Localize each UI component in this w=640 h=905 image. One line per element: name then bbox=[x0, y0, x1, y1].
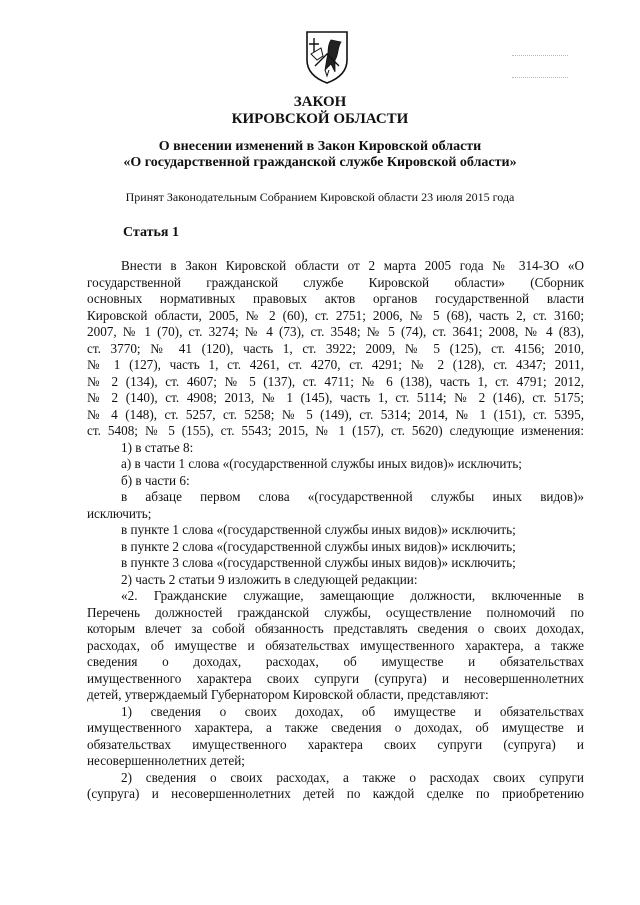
text-line: расходах, об имуществе и обязательствах имущественного характера, а также bbox=[87, 637, 584, 653]
subitem-1 bbox=[87, 704, 584, 770]
text-line: исключить; bbox=[87, 505, 152, 521]
text-line: ст. 5408; № 5 (155), ст. 5543; 2015, № 1 (157), ст. 5620) следующие изменения: bbox=[87, 423, 584, 438]
intro-paragraph bbox=[87, 258, 584, 440]
text-line: детей, утверждаемый Губернатором Кировской области, представляют: bbox=[87, 687, 489, 702]
text-line: ст. 3770; № 41 (120), часть 1, ст. 3922; 2009, № 5 (125), ст. 4156; 2010, bbox=[87, 340, 584, 356]
text-line: 2) сведения о своих расходах, а также о расходах своих супруги bbox=[121, 769, 584, 785]
text-line: Перечень должностей гражданской службы, осуществление полномочий по bbox=[87, 604, 584, 620]
list-item: б) в части 6: bbox=[121, 472, 190, 488]
text-line: сведения о доходах, расходах, об имуществе и обязательствах bbox=[87, 654, 584, 669]
text-line: № 2 (140), ст. 4908; 2013, № 1 (145), часть 1, ст. 5114; № 2 (146), ст. 5175; bbox=[87, 390, 584, 405]
text-line: 1) сведения о своих доходах, об имуществе и обязательствах bbox=[121, 703, 584, 719]
text-line: основных нормативных правовых актов органов государственной власти bbox=[87, 291, 584, 306]
text-line: № 2 (134), ст. 4607; № 5 (137), ст. 4711; № 6 (138), часть 1, ст. 4791; 2012, bbox=[87, 373, 584, 389]
text-line: обязательствах имущественного характера своих супруги (супруга) и bbox=[87, 736, 584, 752]
text-line: несовершеннолетних детей; bbox=[87, 753, 245, 768]
list-item: в пункте 3 слова «(государственной службы иных видов)» исключить; bbox=[121, 555, 516, 570]
law-subtitle-line2: «О государственной гражданской службе Кировской области» bbox=[123, 155, 517, 170]
text-line: имущественного характера своих супруги (супруга) и несовершеннолетних bbox=[87, 670, 584, 686]
article-body bbox=[87, 258, 584, 803]
quoted-part bbox=[87, 588, 584, 704]
text-line: государственной гражданской службе Кировской области» (Сборник bbox=[87, 274, 584, 290]
text-line: 2007, № 1 (70), ст. 3274; № 4 (73), ст. 3548; № 5 (74), ст. 3641; 2008, № 4 (83), bbox=[87, 324, 584, 339]
list-item: 2) часть 2 статьи 9 изложить в следующей редакции: bbox=[121, 571, 418, 587]
law-subtitle-line1: О внесении изменений в Закон Кировской области bbox=[158, 139, 482, 154]
scan-artifact-line bbox=[512, 55, 568, 56]
kirov-coat-of-arms-icon bbox=[305, 30, 349, 84]
subitem-2 bbox=[87, 770, 584, 803]
text-line: «2. Гражданские служащие, замещающие должности, включенные в bbox=[121, 588, 584, 603]
text-line: № 4 (148), ст. 5257, ст. 5258; № 5 (149), ст. 5314; 2014, № 1 (151), ст. 5395, bbox=[87, 406, 584, 422]
text-line: № 1 (127), часть 1, ст. 4261, ст. 4270, ст. 4291; № 2 (128), ст. 4347; 2011, bbox=[87, 357, 584, 372]
list-item: а) в части 1 слова «(государственной службы иных видов)» исключить; bbox=[121, 456, 522, 471]
law-region: КИРОВСКОЙ ОБЛАСТИ bbox=[231, 111, 409, 127]
article-heading: Статья 1 bbox=[123, 225, 179, 240]
text-line: имущественного характера, а также сведения о доходах, об имуществе и bbox=[87, 720, 584, 735]
text-line: Внести в Закон Кировской области от 2 марта 2005 года № 314-ЗО «О bbox=[121, 258, 584, 273]
adoption-note: Принят Законодательным Собранием Кировской области 23 июля 2015 года bbox=[125, 190, 515, 204]
text-line: (супруга) и несовершеннолетних детей по каждой сделке по приобретению bbox=[87, 786, 584, 801]
law-title: ЗАКОН bbox=[293, 94, 347, 110]
text-line: Кировской области, 2005, № 2 (60), ст. 2751; 2006, № 5 (68), часть 2, ст. 3160; bbox=[87, 307, 584, 323]
text-line: в абзаце первом слова «(государственной службы иных видов)» bbox=[121, 489, 584, 504]
list-item: в пункте 2 слова «(государственной службы иных видов)» исключить; bbox=[121, 538, 516, 554]
list-item: 1) в статье 8: bbox=[121, 439, 194, 455]
list-item: в пункте 1 слова «(государственной службы иных видов)» исключить; bbox=[121, 522, 516, 537]
text-line: которым влечет за собой обязанность представлять сведения о своих доходах, bbox=[87, 621, 584, 636]
scan-artifact-line bbox=[512, 77, 568, 78]
